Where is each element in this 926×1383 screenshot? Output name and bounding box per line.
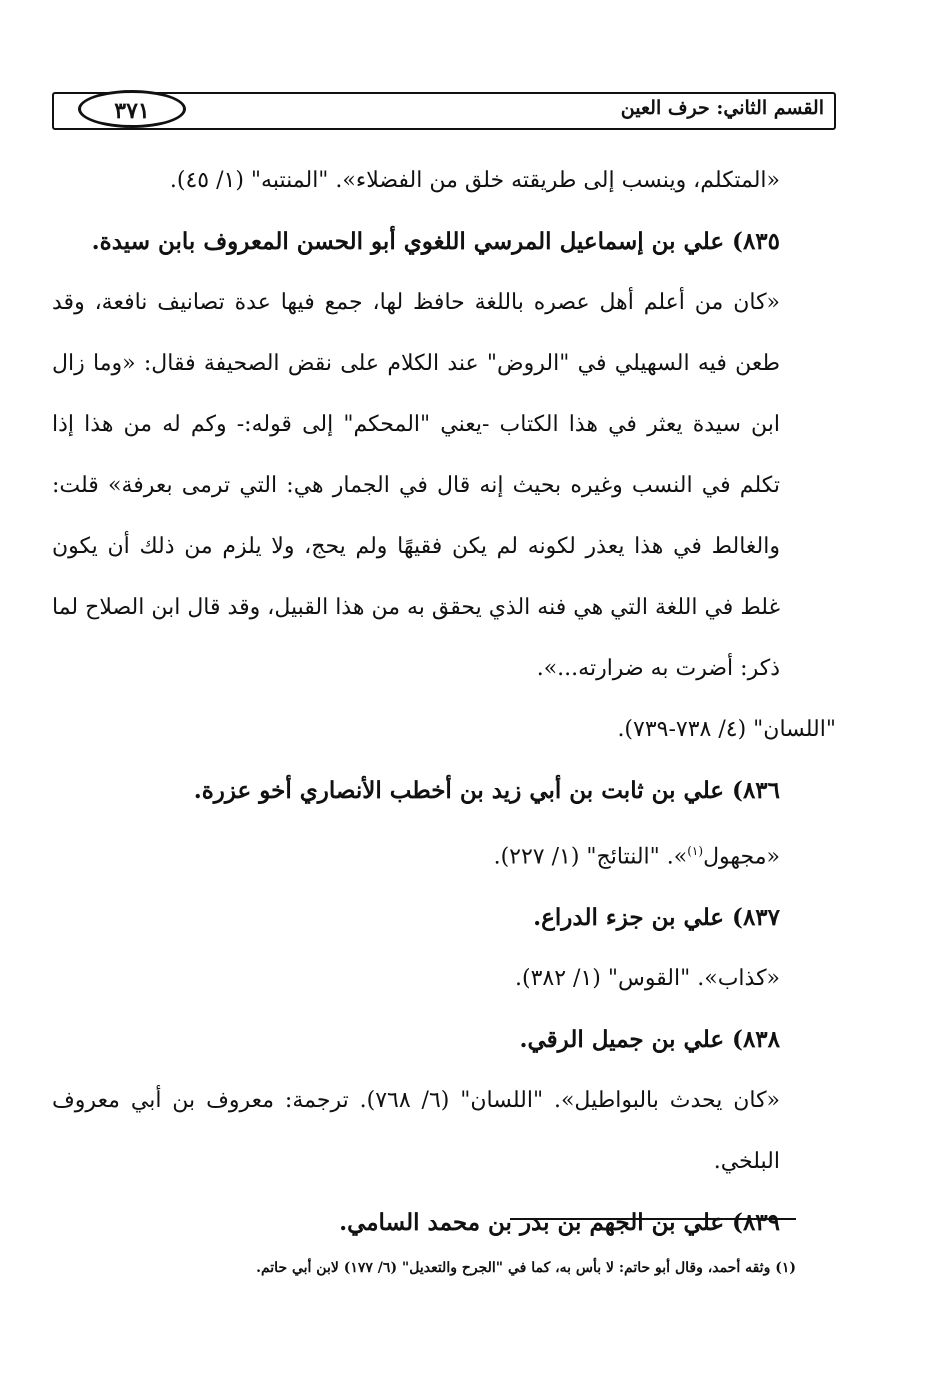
main-text — [52, 150, 836, 1253]
entry-838-title: ٨٣٨) علي بن جميل الرقي. — [519, 1026, 780, 1054]
footnote-marker[interactable]: (١) — [687, 844, 704, 858]
entry-836-text — [52, 821, 836, 887]
entry-835-text — [52, 272, 836, 699]
page-number: ٣٧١ — [78, 90, 186, 128]
entry-836-reference: ». "النتائج" (١/ ٢٢٧). — [493, 844, 688, 870]
entry-835-title: ٨٣٥) علي بن إسماعيل المرسي اللغوي أبو الحسن المعروف بابن سيدة. — [91, 228, 780, 255]
entry-835-quote: «كان من أعلم أهل عصره باللغة حافظ لها، جمع فيها عدة تصانيف نافعة، وقد طعن فيه السهيلي في "الروض" عند الكلام على نقض الصحيفة فقال: «وما زال ابن سيدة يعثر في هذا الكتاب -يعني "المحكم" إلى قوله:- وكم له من هذا إذا تكلم في النسب وغيره بحيث إنه قال في الجمار هي: التي ترمى بعرفة» قلت: والغالط في هذا يعذر لكونه لم يكن فقيهًا ولم يحج، ولا يلزم من ذلك أن يكون غلط في اللغة التي هي فنه الذي يحقق به من هذا القبيل، وقد قال ابن الصلاح لما ذكر: أضرت به ضرارته...». — [52, 290, 780, 681]
entry-835-reference: "اللسان" (٤/ ٧٣٨-٧٣٩). — [617, 717, 836, 742]
continued-paragraph: «المتكلم، وينسب إلى طريقته خلق من الفضلاء». "المنتبه" (١/ ٤٥). — [169, 168, 780, 193]
entry-837-title: ٨٣٧) علي بن جزء الدراع. — [533, 904, 780, 932]
section-title: القسم الثاني: حرف العين — [620, 97, 824, 119]
running-header — [52, 92, 836, 130]
entry-839-title: ٨٣٩) علي بن الجهم بن بدر بن محمد السامي. — [339, 1209, 780, 1237]
entry-836-quote: «مجهول — [703, 844, 780, 870]
entry-836-title: ٨٣٦) علي بن ثابت بن أبي زيد بن أخطب الأنصاري أخو عزرة. — [193, 777, 780, 804]
footnote-1: (١) وثقه أحمد، وقال أبو حاتم: لا بأس به، كما في "الجرح والتعديل" (٦/ ١٧٧) لابن أبي حاتم. — [256, 1260, 796, 1276]
footnote-separator — [510, 1218, 796, 1220]
entry-838-text: «كان يحدث بالبواطيل». "اللسان" (٦/ ٧٦٨). ترجمة: معروف بن أبي معروف البلخي. — [52, 1088, 781, 1175]
entry-837-text: «كذاب». "القوس" (١/ ٣٨٢). — [515, 966, 780, 992]
